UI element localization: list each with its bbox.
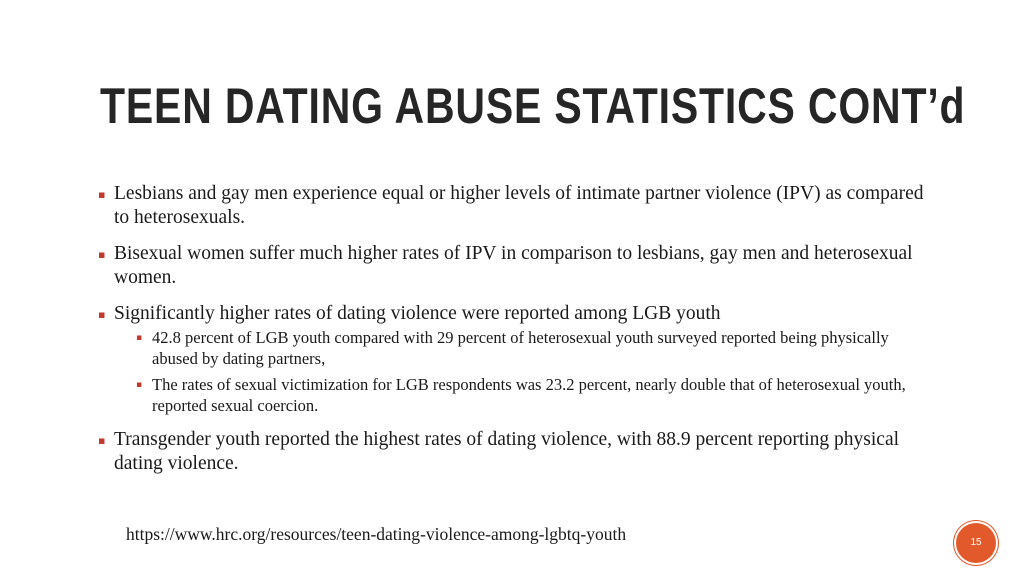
sub-bullet-item [136, 328, 938, 369]
bullet-item [98, 302, 938, 416]
square-bullet-icon: ▪ [98, 188, 106, 201]
square-bullet-icon: ▪ [136, 333, 143, 343]
bullet-item [98, 428, 938, 476]
bullet-text: Transgender youth reported the highest rates of dating violence, with 88.9 percent reporting physical dating violence. [114, 429, 900, 474]
bullet-item [98, 242, 938, 290]
bullet-text: Bisexual women suffer much higher rates of IPV in comparison to lesbians, gay men and heterosexual women. [114, 243, 913, 288]
bullet-item [98, 182, 938, 230]
square-bullet-icon: ▪ [98, 308, 106, 321]
bullet-list [98, 182, 938, 488]
bullet-text: Significantly higher rates of dating violence were reported among LGB youth [114, 303, 721, 324]
source-link[interactable]: https://www.hrc.org/resources/teen-dating-violence-among-lgbtq-youth [126, 524, 627, 544]
square-bullet-icon: ▪ [136, 380, 143, 390]
slide-number-badge: 15 [956, 523, 996, 563]
sub-bullet-list [114, 328, 938, 416]
square-bullet-icon: ▪ [98, 248, 106, 261]
bullet-text: Lesbians and gay men experience equal or higher levels of intimate partner violence (IPV) as compared to heterosexuals. [114, 183, 924, 228]
square-bullet-icon: ▪ [98, 434, 106, 447]
slide-title: TEEN DATING ABUSE STATISTICS CONT’d [100, 78, 966, 134]
sub-bullet-item [136, 375, 938, 416]
sub-bullet-text: The rates of sexual victimization for LGB respondents was 23.2 percent, nearly double that of heterosexual youth, reported sexual coercion. [152, 375, 906, 415]
sub-bullet-text: 42.8 percent of LGB youth compared with 29 percent of heterosexual youth surveyed reported being physically abused by dating partners, [152, 328, 889, 368]
